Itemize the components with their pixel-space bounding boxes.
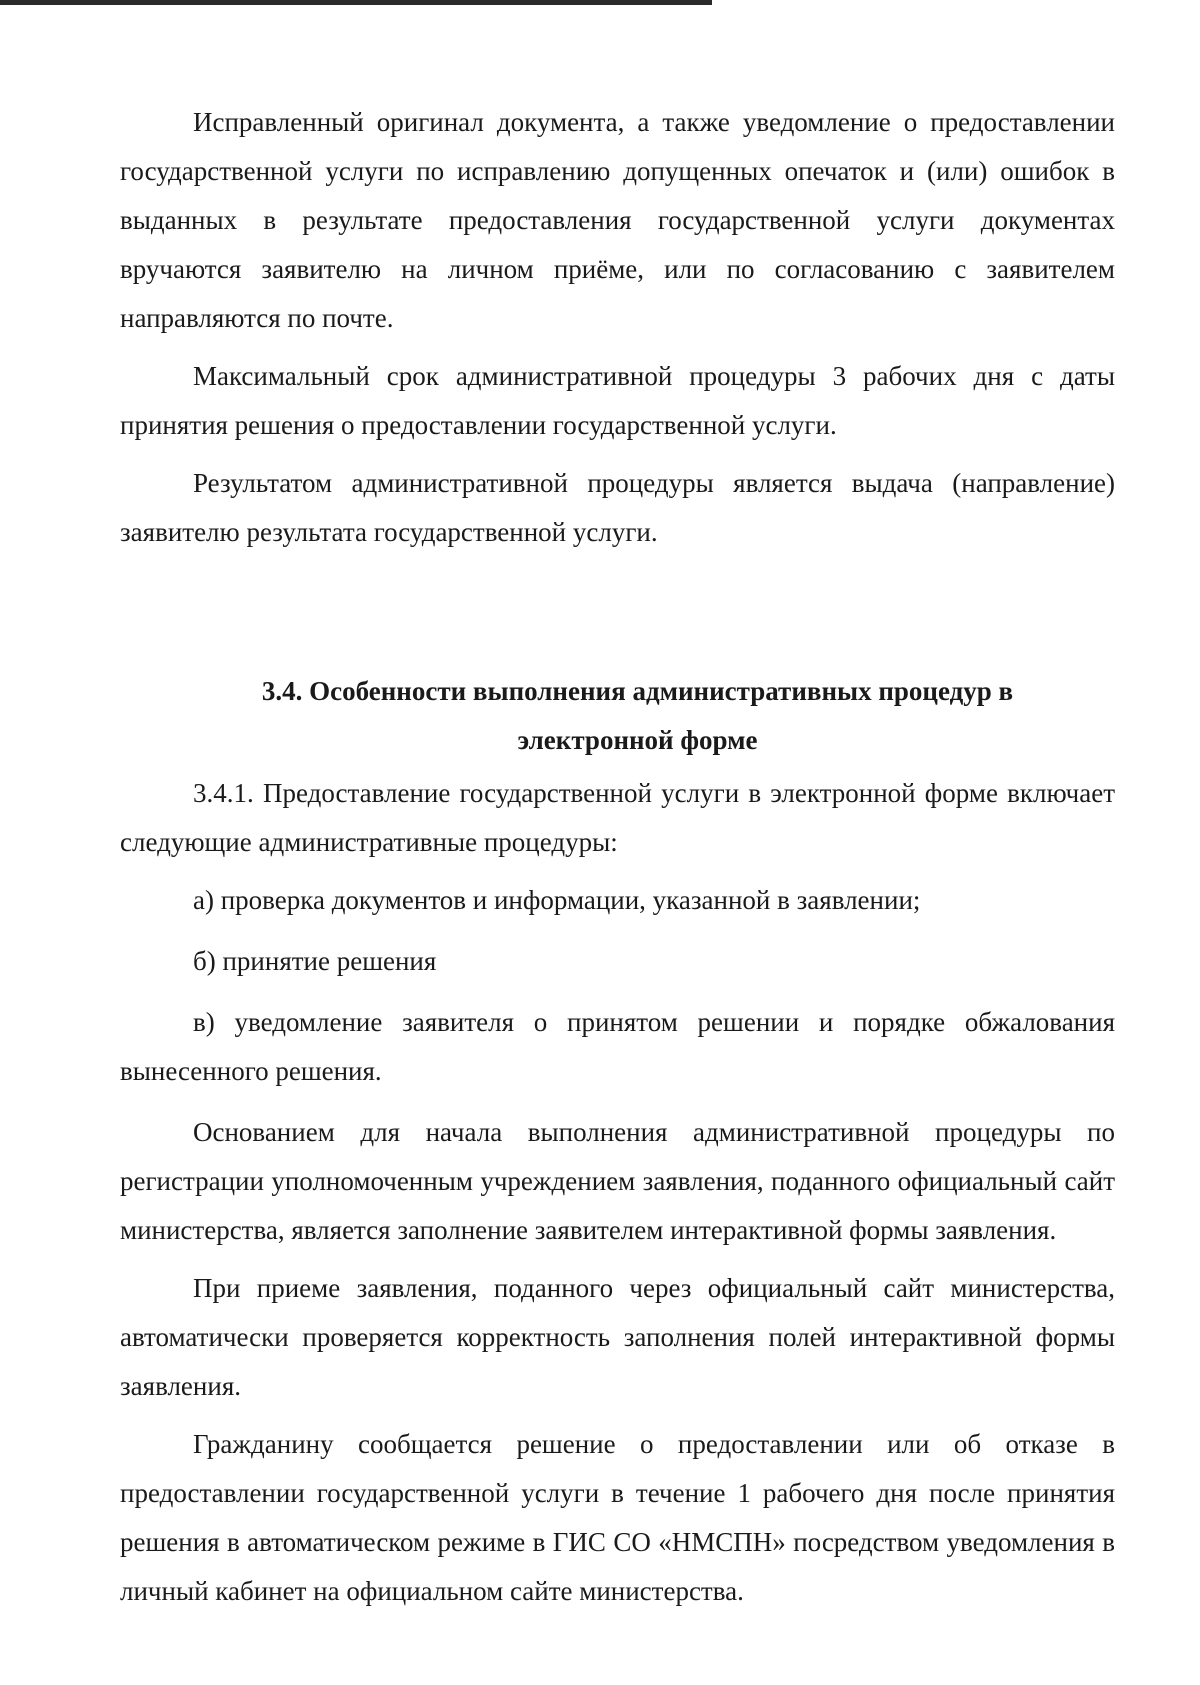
list-item-b: б) принятие решения xyxy=(193,946,437,976)
paragraph-acceptance: При приеме заявления, поданного через официальный сайт министерства, автоматически проверяется корректность заполнения полей интерактивной формы заявления. xyxy=(120,1273,1115,1401)
section-heading xyxy=(120,667,1115,765)
paragraph-intro-3-4-1: 3.4.1. Предоставление государственной услуги в электронной форме включает следующие административные процедуры: xyxy=(120,778,1115,857)
list-item-c: в) уведомление заявителя о принятом решении и порядке обжалования вынесенного решения. xyxy=(120,1007,1115,1086)
paragraph-notification: Гражданину сообщается решение о предоставлении или об отказе в предоставлении государственной услуги в течение 1 рабочего дня после принятия решения в автоматическом режиме в ГИС СО «НМСПН» посредством уведомления в личный кабинет на официальном сайте министерства. xyxy=(120,1429,1115,1606)
paragraph-result: Результатом административной процедуры является выдача (направление) заявителю результата государственной услуги. xyxy=(120,468,1115,547)
list-item-a: а) проверка документов и информации, указанной в заявлении; xyxy=(193,885,921,915)
document-body xyxy=(120,98,1115,1625)
paragraph-corrected-original: Исправленный оригинал документа, а также уведомление о предоставлении государственной услуги по исправлению допущенных опечаток и (или) ошибок в выданных в результате предоставления государственной услуги документах вручаются заявителю на личном приёме, или по согласованию с заявителем направляются по почте. xyxy=(120,107,1115,333)
section-heading-line-2: электронной форме xyxy=(517,725,758,755)
paragraph-basis: Основанием для начала выполнения административной процедуры по регистрации уполномоченным учреждением заявления, поданного официальный сайт министерства, является заполнение заявителем интерактивной формы заявления. xyxy=(120,1117,1115,1245)
paragraph-max-term: Максимальный срок административной процедуры 3 рабочих дня с даты принятия решения о предоставлении государственной услуги. xyxy=(120,361,1115,440)
section-heading-line-1: 3.4. Особенности выполнения административных процедур в xyxy=(261,676,1014,706)
top-border-line xyxy=(0,0,712,5)
